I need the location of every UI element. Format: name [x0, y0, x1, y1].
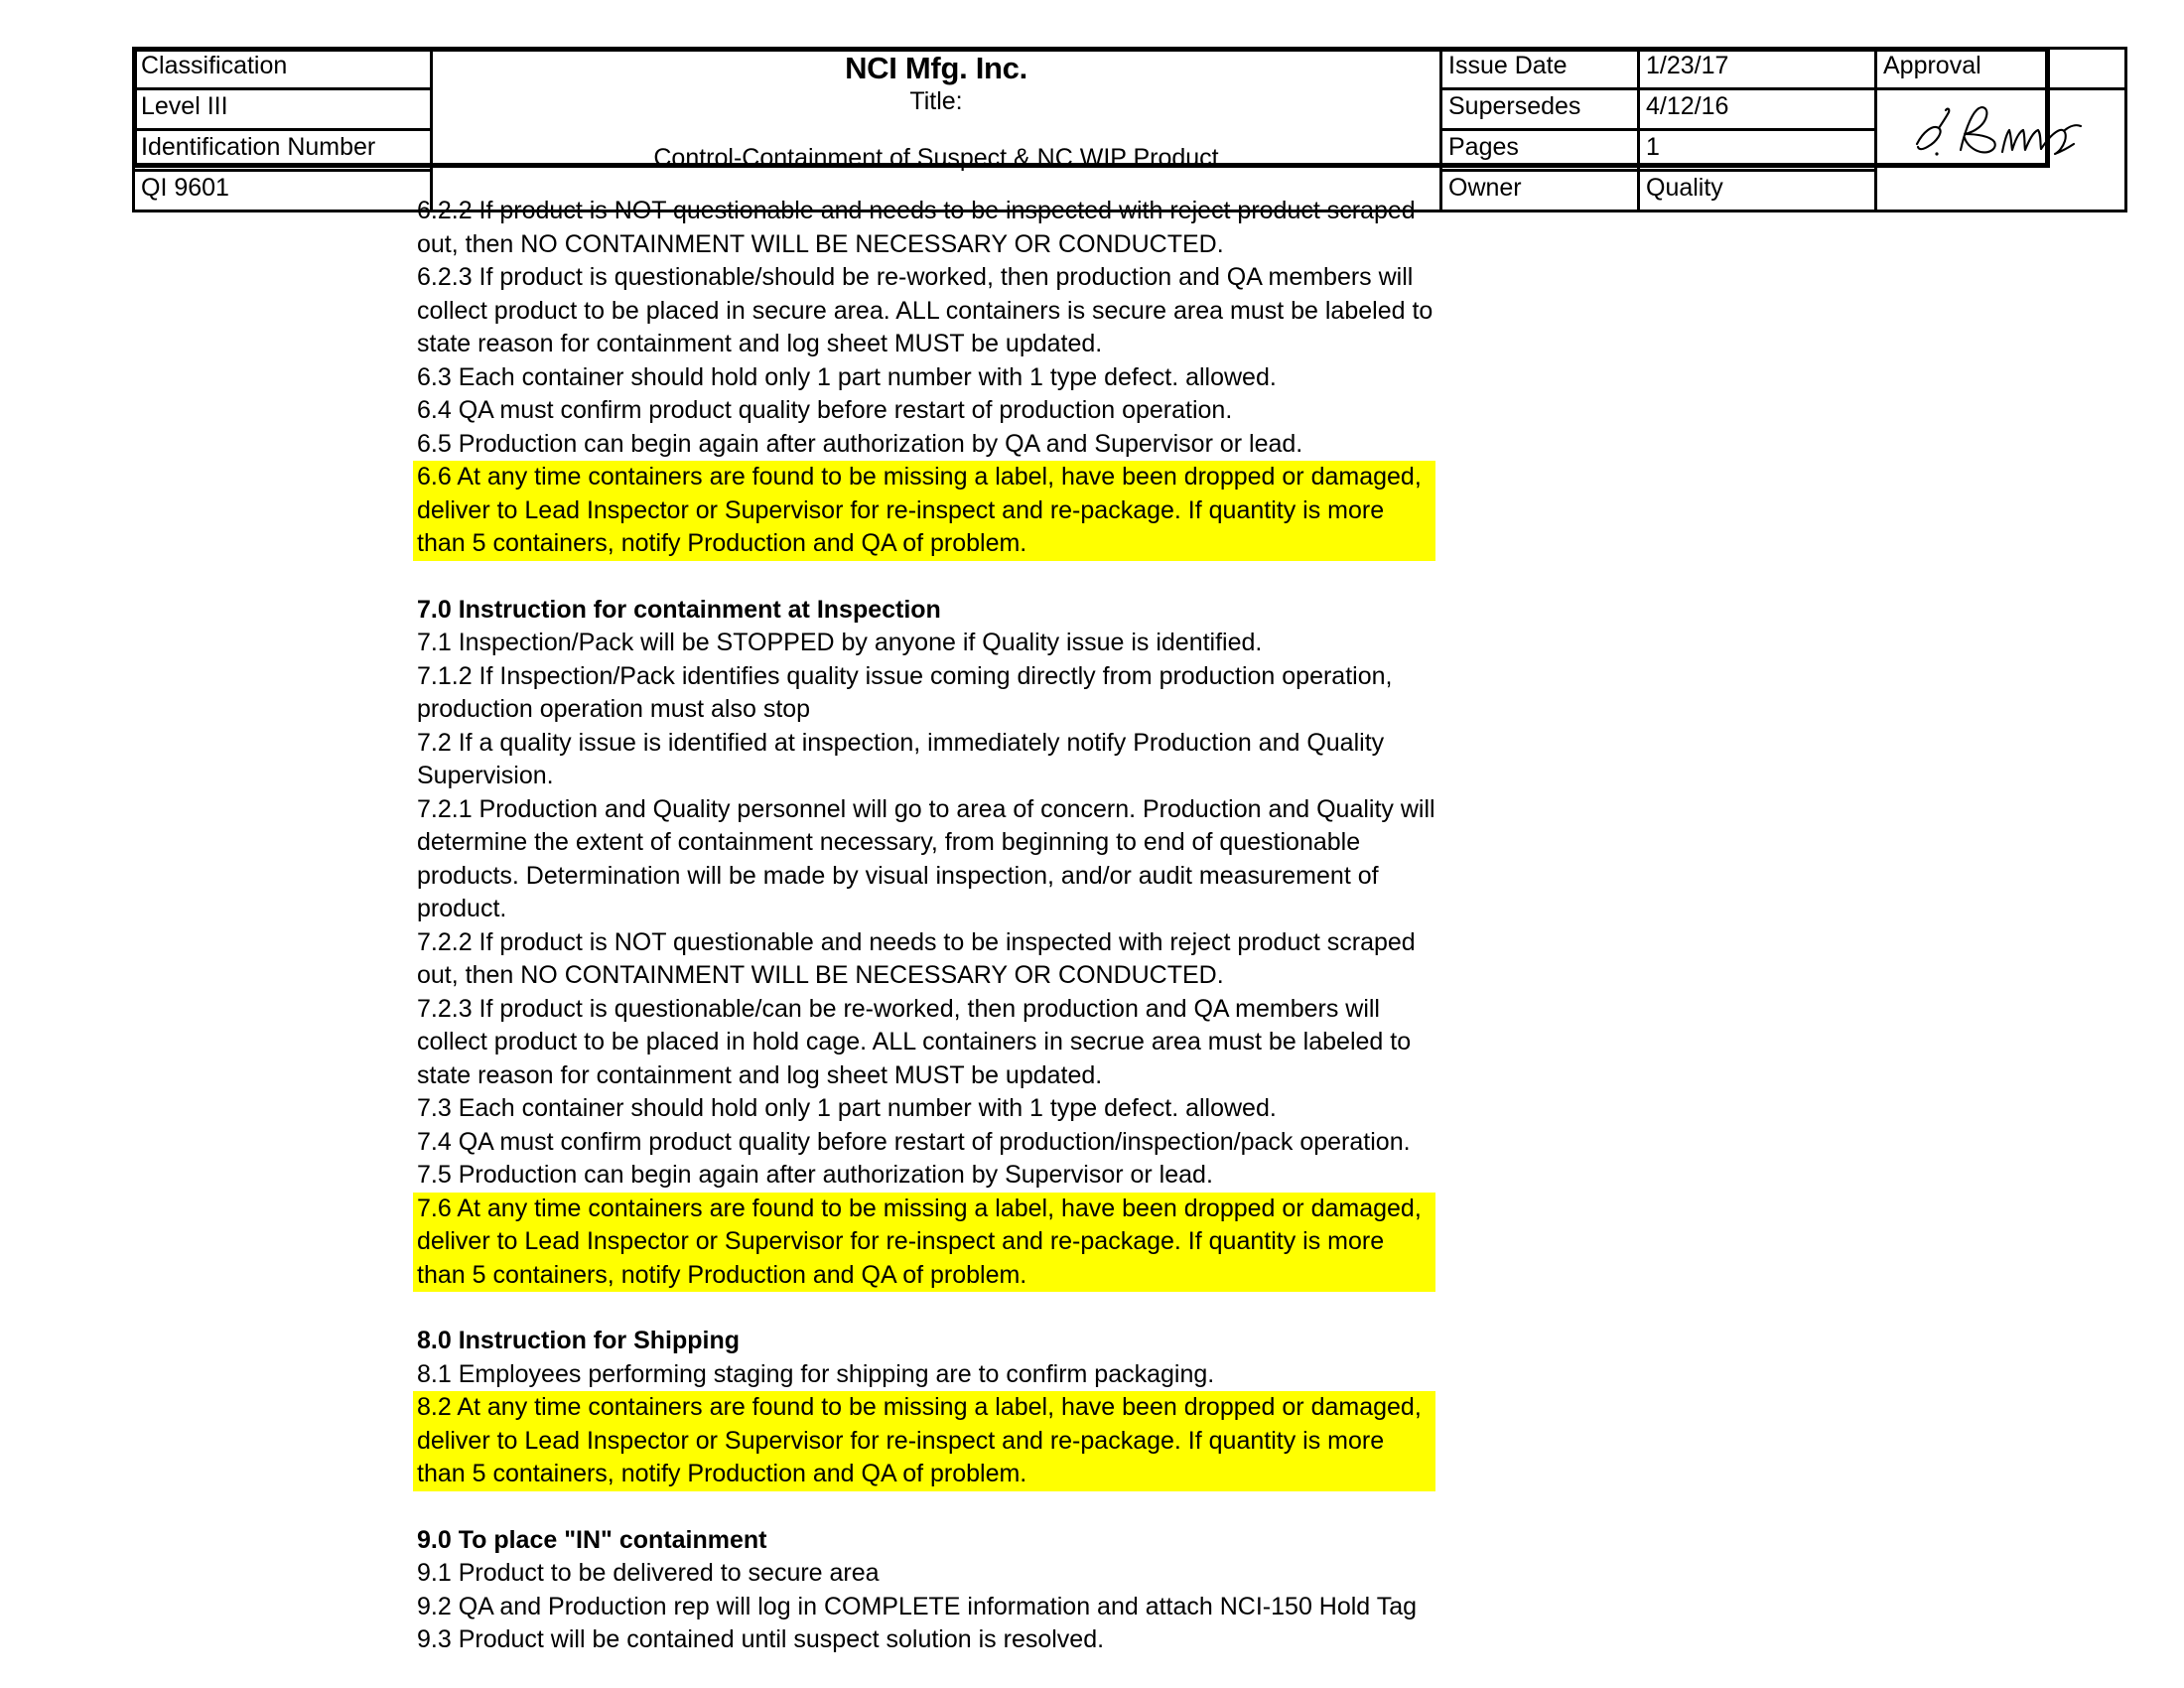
section-heading-7-0: 7.0 Instruction for containment at Inspection — [417, 595, 941, 624]
clause-9-3: 9.3 Product will be contained until suspect solution is resolved. — [417, 1625, 1105, 1653]
classification-label-cell — [134, 49, 432, 89]
clause-7-5: 7.5 Production can begin again after authorization by Supervisor or lead. — [417, 1161, 1213, 1189]
clause-6-2-2: 6.2.2 If product is NOT questionable and needs to be inspected with reject product scraped out, then NO CONTAINMENT WILL BE NECESSARY OR CONDUCTED. — [417, 197, 1416, 258]
classification-label: Classification — [141, 52, 288, 79]
issue-date-value-cell — [1639, 49, 1876, 89]
clause-9-1: 9.1 Product to be delivered to secure area — [417, 1559, 880, 1587]
approval-signature-cell — [1876, 89, 2126, 211]
clause-8-2-highlighted: 8.2 At any time containers are found to be missing a label, have been dropped or damaged, deliver to Lead Inspector or Supervisor for re-inspect and re-package. If quantity is more than 5 containers, notify Production and QA of problem. — [413, 1391, 1435, 1491]
approval-label: Approval — [1883, 52, 1981, 79]
supersedes-label-cell — [1441, 89, 1639, 130]
header-row-1 — [134, 49, 2126, 89]
section-heading-8-0: 8.0 Instruction for Shipping — [417, 1327, 740, 1354]
approval-label-cell — [1876, 49, 2126, 89]
clause-6-2-3: 6.2.3 If product is questionable/should be re-worked, then production and QA members will collect product to be placed in secure area. ALL containers is secure area must be labeled to state reason for containment and log sheet MUST be updated. — [417, 263, 1433, 357]
clause-6-3: 6.3 Each container should hold only 1 part number with 1 type defect. allowed. — [417, 362, 1277, 391]
signature-mark — [1903, 92, 2102, 170]
owner-label-cell — [1441, 171, 1639, 211]
supersedes-value: 4/12/16 — [1646, 92, 1729, 120]
identification-label: Identification Number — [141, 133, 376, 161]
pages-value-cell — [1639, 130, 1876, 171]
title-label: Title: — [909, 86, 963, 115]
clause-6-5: 6.5 Production can begin again after authorization by QA and Supervisor or lead. — [417, 429, 1303, 458]
owner-label: Owner — [1448, 174, 1522, 202]
clause-7-1-2: 7.1.2 If Inspection/Pack identifies quality issue coming directly from production operation, production operation must also stop — [417, 661, 1393, 723]
title-inner-block — [439, 86, 1433, 174]
owner-value: Quality — [1646, 174, 1723, 202]
clause-8-1: 8.1 Employees performing staging for shipping are to confirm packaging. — [417, 1359, 1215, 1388]
pages-label-cell — [1441, 130, 1639, 171]
section-heading-9-0: 9.0 To place "IN" containment — [417, 1525, 767, 1554]
section-gap-7 — [417, 561, 1439, 594]
title-block-cell — [432, 49, 1441, 211]
pages-label: Pages — [1448, 133, 1519, 161]
clause-7-2-1: 7.2.1 Production and Quality personnel will go to area of concern. Production and Quality will determine the extent of containment necessary, from beginning to end of questionable products. Determination will be made by visual inspection, and/or audit measurement of product. — [417, 794, 1435, 922]
clause-7-2-3: 7.2.3 If product is questionable/can be re-worked, then production and QA members will collect product to be placed in hold cage. ALL containers in secrue area must be labeled to state reason for containment and log sheet MUST be updated. — [417, 994, 1412, 1089]
identification-value-cell — [134, 171, 432, 211]
identification-value: QI 9601 — [141, 174, 229, 202]
clause-7-4: 7.4 QA must confirm product quality before restart of production/inspection/pack operation. — [417, 1127, 1411, 1156]
clause-7-3: 7.3 Each container should hold only 1 part number with 1 type defect. allowed. — [417, 1094, 1277, 1122]
issue-date-label-cell — [1441, 49, 1639, 89]
document-body — [417, 195, 1439, 1657]
document-header-table — [132, 47, 2127, 212]
issue-date-value: 1/23/17 — [1646, 52, 1729, 79]
section-gap-8 — [417, 1292, 1439, 1325]
clause-7-6-highlighted: 7.6 At any time containers are found to be missing a label, have been dropped or damaged, deliver to Lead Inspector or Supervisor for re-inspect and re-package. If quantity is more than 5 containers, notify Production and QA of problem. — [413, 1193, 1435, 1293]
clause-7-2-2: 7.2.2 If product is NOT questionable and needs to be inspected with reject product scraped out, then NO CONTAINMENT WILL BE NECESSARY OR CONDUCTED. — [417, 927, 1416, 989]
clause-6-6-highlighted: 6.6 At any time containers are found to be missing a label, have been dropped or damaged, deliver to Lead Inspector or Supervisor for re-inspect and re-package. If quantity is more than 5 containers, notify Production and QA of problem. — [413, 461, 1435, 561]
pages-value: 1 — [1646, 133, 1660, 161]
owner-value-cell — [1639, 171, 1876, 211]
clause-7-1: 7.1 Inspection/Pack will be STOPPED by anyone if Quality issue is identified. — [417, 629, 1263, 656]
clause-6-4: 6.4 QA must confirm product quality before restart of production operation. — [417, 396, 1233, 424]
classification-value: Level III — [141, 92, 228, 120]
classification-value-cell — [134, 89, 432, 130]
identification-label-cell — [134, 130, 432, 171]
supersedes-label: Supersedes — [1448, 92, 1581, 120]
clause-7-2: 7.2 If a quality issue is identified at inspection, immediately notify Production and Quality Supervision. — [417, 728, 1385, 789]
issue-date-label: Issue Date — [1448, 52, 1568, 79]
supersedes-value-cell — [1639, 89, 1876, 130]
company-name: NCI Mfg. Inc. — [845, 51, 1027, 85]
document-title: Control-Containment of Suspect & NC WIP Product — [653, 143, 1219, 172]
clause-9-2: 9.2 QA and Production rep will log in COMPLETE information and attach NCI-150 Hold Tag — [417, 1592, 1418, 1620]
section-gap-9 — [417, 1491, 1439, 1524]
